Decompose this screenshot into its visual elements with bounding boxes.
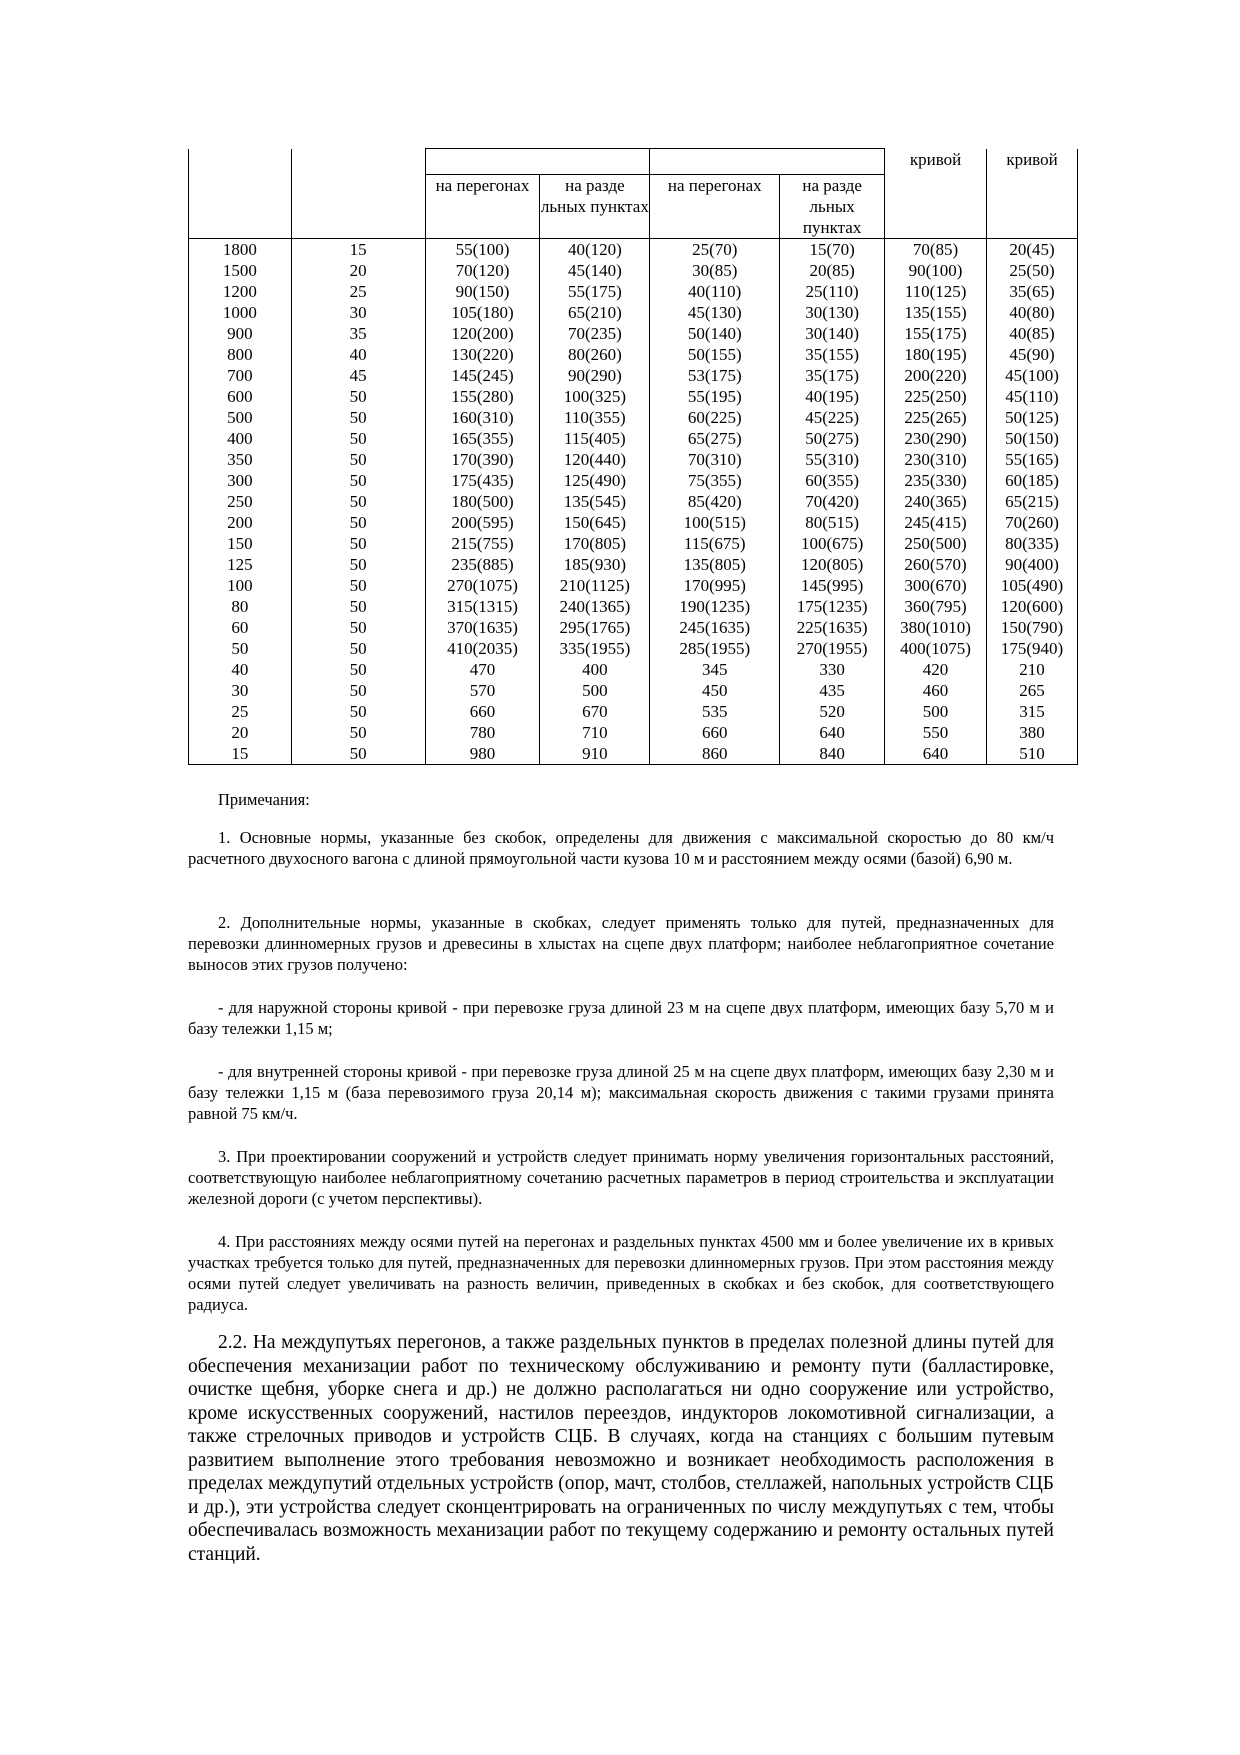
table-cell: 70(310) — [650, 449, 780, 470]
table-row — [189, 596, 1078, 617]
table-cell: 550 — [885, 722, 987, 743]
table-cell: 250(500) — [885, 533, 987, 554]
table-cell: 150 — [189, 533, 292, 554]
table-cell: 50 — [291, 407, 425, 428]
table-cell: 50(140) — [650, 323, 780, 344]
table-cell: 50(275) — [780, 428, 885, 449]
table-header-row-2 — [189, 175, 1078, 239]
table-row — [189, 260, 1078, 281]
table-cell: 350 — [189, 449, 292, 470]
table-cell: 40(80) — [987, 302, 1078, 323]
note-2: 2. Дополнительные нормы, указанные в скобках, следует применять только для путей, предназначенных для перевозки длинномерных грузов и древесины в хлыстах на сцепе двух платформ; наиболее неблагоприятное сочетание выносов этих грузов получено: — [188, 913, 1054, 974]
table-cell: 135(545) — [540, 491, 650, 512]
table-cell: 70(120) — [425, 260, 540, 281]
table-cell: 470 — [425, 659, 540, 680]
note-4: 4. При расстояниях между осями путей на перегонах и раздельных пунктах 4500 мм и более увеличение их в кривых участках требуется только для путей, предназначенных для перевозки длинномерных грузов. При этом расстояния между осями путей следует увеличивать на разность величин, приведенных в скобках и без скобок, для соответствующего радиуса. — [188, 1232, 1054, 1314]
notes-title: Примечания: — [218, 790, 310, 809]
table-cell: 40(120) — [540, 239, 650, 261]
table-cell: 120(600) — [987, 596, 1078, 617]
table-cell: 245(1635) — [650, 617, 780, 638]
table-cell: 50 — [291, 743, 425, 765]
table-cell: 40 — [291, 344, 425, 365]
table-cell: 50 — [189, 638, 292, 659]
table-cell: 70(85) — [885, 239, 987, 261]
table-cell: 55(175) — [540, 281, 650, 302]
table-cell: 50(125) — [987, 407, 1078, 428]
table-cell: 1200 — [189, 281, 292, 302]
table-cell: 400(1075) — [885, 638, 987, 659]
table-cell: 1500 — [189, 260, 292, 281]
table-cell: 980 — [425, 743, 540, 765]
table-cell: 170(390) — [425, 449, 540, 470]
table-cell: 50 — [291, 638, 425, 659]
table-cell: 710 — [540, 722, 650, 743]
table-cell: 380(1010) — [885, 617, 987, 638]
table-row — [189, 449, 1078, 470]
table-cell: 225(1635) — [780, 617, 885, 638]
header-cell: кривой — [987, 149, 1078, 175]
table-cell: 70(235) — [540, 323, 650, 344]
table-cell: 90(100) — [885, 260, 987, 281]
table-cell: 45(90) — [987, 344, 1078, 365]
table-cell: 55(165) — [987, 449, 1078, 470]
table-cell: 190(1235) — [650, 596, 780, 617]
table-cell: 50 — [291, 470, 425, 491]
table-cell: 600 — [189, 386, 292, 407]
table-cell: 35(155) — [780, 344, 885, 365]
table-cell: 210(1125) — [540, 575, 650, 596]
table-cell: 670 — [540, 701, 650, 722]
sub-header-cell: на перегонах — [425, 175, 540, 239]
table-cell: 570 — [425, 680, 540, 701]
table-row — [189, 575, 1078, 596]
table-cell: 370(1635) — [425, 617, 540, 638]
table-cell: 55(195) — [650, 386, 780, 407]
table-row — [189, 323, 1078, 344]
table-row — [189, 554, 1078, 575]
table-cell: 30(140) — [780, 323, 885, 344]
table-cell: 100(515) — [650, 512, 780, 533]
table-cell: 50(150) — [987, 428, 1078, 449]
table-cell: 100(325) — [540, 386, 650, 407]
table-cell: 45(100) — [987, 365, 1078, 386]
sub-header-cell: на разде льных пунктах — [780, 175, 885, 239]
table-cell: 245(415) — [885, 512, 987, 533]
table-cell: 60 — [189, 617, 292, 638]
header-cell-group — [425, 149, 650, 175]
table-cell: 400 — [189, 428, 292, 449]
table-cell: 510 — [987, 743, 1078, 765]
table-cell: 30(85) — [650, 260, 780, 281]
table-row — [189, 659, 1078, 680]
table-cell: 145(245) — [425, 365, 540, 386]
table-cell: 50 — [291, 596, 425, 617]
table-cell: 380 — [987, 722, 1078, 743]
table-cell: 50 — [291, 533, 425, 554]
table-cell: 80 — [189, 596, 292, 617]
table-cell: 235(885) — [425, 554, 540, 575]
table-cell: 235(330) — [885, 470, 987, 491]
table-cell: 120(805) — [780, 554, 885, 575]
table-row — [189, 302, 1078, 323]
table-cell: 90(150) — [425, 281, 540, 302]
table-cell: 50 — [291, 722, 425, 743]
table-cell: 60(355) — [780, 470, 885, 491]
table-cell: 170(805) — [540, 533, 650, 554]
header-cell — [885, 175, 987, 239]
table-cell: 115(405) — [540, 428, 650, 449]
table-cell: 860 — [650, 743, 780, 765]
table-cell: 200(595) — [425, 512, 540, 533]
table-header-row-1 — [189, 149, 1078, 175]
table-cell: 640 — [885, 743, 987, 765]
table-cell: 55(100) — [425, 239, 540, 261]
table-cell: 800 — [189, 344, 292, 365]
header-cell — [291, 175, 425, 239]
table-row — [189, 491, 1078, 512]
table-cell: 105(180) — [425, 302, 540, 323]
table-cell: 155(175) — [885, 323, 987, 344]
table-row — [189, 722, 1078, 743]
table-cell: 135(155) — [885, 302, 987, 323]
table-cell: 15 — [291, 239, 425, 261]
table-cell: 60(185) — [987, 470, 1078, 491]
table-cell: 420 — [885, 659, 987, 680]
table-cell: 35(175) — [780, 365, 885, 386]
table-cell: 250 — [189, 491, 292, 512]
paragraph-2-2: 2.2. На междупутьях перегонов, а также раздельных пунктов в пределах полезной длины путей для обеспечения механизации работ по техническому обслуживанию и ремонту пути (балластировке, очистке щебня, уборке снега и др.) не должно располагаться ни одно сооружение или устройство, кроме искусственных сооружений, настилов переездов, индукторов локомотивной сигнализации, а также стрелочных приводов и устройств СЦБ. В случаях, когда на станциях с большим путевым развитием выполнение этого требования невозможно и возникает необходимость расположения в пределах междупутий отдельных устройств (опор, мачт, столбов, стеллажей, напольных устройств СЦБ и др.), эти устройства следует сконцентрировать на ограниченных по числу междупутьях с тем, чтобы обеспечивалась возможность механизации работ по текущему содержанию и ремонту остальных путей станций. — [188, 1332, 1054, 1565]
table-cell: 85(420) — [650, 491, 780, 512]
table-cell: 520 — [780, 701, 885, 722]
table-cell: 150(790) — [987, 617, 1078, 638]
table-cell: 165(355) — [425, 428, 540, 449]
table-row — [189, 680, 1078, 701]
header-cell — [291, 149, 425, 175]
table-cell: 50 — [291, 386, 425, 407]
table-cell: 200 — [189, 512, 292, 533]
table-cell: 25(50) — [987, 260, 1078, 281]
table-cell: 175(940) — [987, 638, 1078, 659]
table-cell: 45(130) — [650, 302, 780, 323]
table-cell: 300(670) — [885, 575, 987, 596]
table-cell: 500 — [540, 680, 650, 701]
table-cell: 175(435) — [425, 470, 540, 491]
table-cell: 50 — [291, 701, 425, 722]
table-cell: 170(995) — [650, 575, 780, 596]
sub-header-cell: на разде льных пунктах — [540, 175, 650, 239]
table-cell: 65(215) — [987, 491, 1078, 512]
table-cell: 40(195) — [780, 386, 885, 407]
table-cell: 435 — [780, 680, 885, 701]
table-cell: 155(280) — [425, 386, 540, 407]
table-row — [189, 617, 1078, 638]
table-cell: 125(490) — [540, 470, 650, 491]
table-cell: 65(275) — [650, 428, 780, 449]
table-cell: 780 — [425, 722, 540, 743]
table-cell: 40(85) — [987, 323, 1078, 344]
table-cell: 65(210) — [540, 302, 650, 323]
table-cell: 215(755) — [425, 533, 540, 554]
table-cell: 240(1365) — [540, 596, 650, 617]
table-cell: 80(515) — [780, 512, 885, 533]
table-cell: 55(310) — [780, 449, 885, 470]
table-cell: 315 — [987, 701, 1078, 722]
table-cell: 50 — [291, 617, 425, 638]
table-cell: 60(225) — [650, 407, 780, 428]
table-cell: 75(355) — [650, 470, 780, 491]
table-cell: 15 — [189, 743, 292, 765]
table-cell: 15(70) — [780, 239, 885, 261]
table-cell: 315(1315) — [425, 596, 540, 617]
table-cell: 50 — [291, 512, 425, 533]
table-cell: 335(1955) — [540, 638, 650, 659]
table-row — [189, 470, 1078, 491]
table-cell: 115(675) — [650, 533, 780, 554]
table-cell: 25(70) — [650, 239, 780, 261]
table-cell: 70(420) — [780, 491, 885, 512]
table-cell: 200(220) — [885, 365, 987, 386]
header-cell — [987, 175, 1078, 239]
table-cell: 50 — [291, 575, 425, 596]
table-row — [189, 743, 1078, 765]
table-cell: 660 — [425, 701, 540, 722]
table-cell: 535 — [650, 701, 780, 722]
table-cell: 410(2035) — [425, 638, 540, 659]
table-cell: 120(200) — [425, 323, 540, 344]
table-cell: 295(1765) — [540, 617, 650, 638]
table-cell: 840 — [780, 743, 885, 765]
table-cell: 80(335) — [987, 533, 1078, 554]
table-row — [189, 407, 1078, 428]
table-cell: 300 — [189, 470, 292, 491]
table-cell: 40(110) — [650, 281, 780, 302]
table-cell: 110(125) — [885, 281, 987, 302]
table-cell: 660 — [650, 722, 780, 743]
table-cell: 105(490) — [987, 575, 1078, 596]
table-cell: 130(220) — [425, 344, 540, 365]
table-cell: 225(250) — [885, 386, 987, 407]
table-cell: 360(795) — [885, 596, 987, 617]
table-row — [189, 428, 1078, 449]
table-cell: 40 — [189, 659, 292, 680]
table-cell: 25 — [291, 281, 425, 302]
table-cell: 50 — [291, 491, 425, 512]
table-cell: 230(310) — [885, 449, 987, 470]
header-cell — [189, 149, 292, 175]
table-cell: 910 — [540, 743, 650, 765]
table-cell: 45 — [291, 365, 425, 386]
table-cell: 90(400) — [987, 554, 1078, 575]
table-cell: 270(1955) — [780, 638, 885, 659]
table-cell: 500 — [189, 407, 292, 428]
table-cell: 180(500) — [425, 491, 540, 512]
note-2-inner: - для внутренней стороны кривой - при перевозке груза длиной 25 м на сцепе двух платформ, имеющих базу 2,30 м и базу тележки 1,15 м (база перевозимого груза 20,14 м); максимальная скорость движения с такими грузами принята равной 75 км/ч. — [188, 1062, 1054, 1123]
table-cell: 640 — [780, 722, 885, 743]
table-cell: 53(175) — [650, 365, 780, 386]
table-cell: 900 — [189, 323, 292, 344]
table-cell: 90(290) — [540, 365, 650, 386]
table-cell: 180(195) — [885, 344, 987, 365]
table-cell: 185(930) — [540, 554, 650, 575]
table-cell: 700 — [189, 365, 292, 386]
header-cell — [189, 175, 292, 239]
table-cell: 460 — [885, 680, 987, 701]
table-cell: 35(65) — [987, 281, 1078, 302]
table-cell: 35 — [291, 323, 425, 344]
table-cell: 25(110) — [780, 281, 885, 302]
table-cell: 50 — [291, 449, 425, 470]
table-cell: 260(570) — [885, 554, 987, 575]
table-cell: 330 — [780, 659, 885, 680]
table-cell: 100 — [189, 575, 292, 596]
table-cell: 450 — [650, 680, 780, 701]
table-cell: 50(155) — [650, 344, 780, 365]
table-row — [189, 512, 1078, 533]
table-cell: 1000 — [189, 302, 292, 323]
table-cell: 210 — [987, 659, 1078, 680]
table-cell: 135(805) — [650, 554, 780, 575]
table-cell: 20(45) — [987, 239, 1078, 261]
table-cell: 30 — [189, 680, 292, 701]
table-cell: 50 — [291, 554, 425, 575]
table-cell: 25 — [189, 701, 292, 722]
table-cell: 50 — [291, 428, 425, 449]
table-cell: 100(675) — [780, 533, 885, 554]
table-cell: 145(995) — [780, 575, 885, 596]
table-row — [189, 386, 1078, 407]
table-cell: 45(225) — [780, 407, 885, 428]
table-row — [189, 365, 1078, 386]
table-row — [189, 344, 1078, 365]
table-cell: 175(1235) — [780, 596, 885, 617]
table-cell: 45(110) — [987, 386, 1078, 407]
table-cell: 70(260) — [987, 512, 1078, 533]
table-cell: 30 — [291, 302, 425, 323]
table-cell: 270(1075) — [425, 575, 540, 596]
table-row — [189, 638, 1078, 659]
note-3: 3. При проектировании сооружений и устройств следует принимать норму увеличения горизонтальных расстояний, соответствующую наиболее неблагоприятному сочетанию расчетных параметров в период строительства и эксплуатации железной дороги (с учетом перспективы). — [188, 1147, 1054, 1208]
table-cell: 265 — [987, 680, 1078, 701]
table-row — [189, 281, 1078, 302]
table-cell: 240(365) — [885, 491, 987, 512]
table-cell: 500 — [885, 701, 987, 722]
table-cell: 230(290) — [885, 428, 987, 449]
header-cell-group — [650, 149, 885, 175]
table-cell: 125 — [189, 554, 292, 575]
table-cell: 50 — [291, 680, 425, 701]
table-cell: 285(1955) — [650, 638, 780, 659]
table-cell: 20 — [291, 260, 425, 281]
table-row — [189, 239, 1078, 261]
table-cell: 1800 — [189, 239, 292, 261]
note-1: 1. Основные нормы, указанные без скобок, определены для движения с максимальной скоростью до 80 км/ч расчетного двухосного вагона с длиной прямоугольной части кузова 10 м и расстоянием между осями (базой) 6,90 м. — [188, 828, 1054, 868]
table-cell: 150(645) — [540, 512, 650, 533]
table-cell: 110(355) — [540, 407, 650, 428]
table-cell: 120(440) — [540, 449, 650, 470]
table-cell: 20(85) — [780, 260, 885, 281]
table-cell: 400 — [540, 659, 650, 680]
table-cell: 45(140) — [540, 260, 650, 281]
table-cell: 80(260) — [540, 344, 650, 365]
table-cell: 345 — [650, 659, 780, 680]
note-2-outer: - для наружной стороны кривой - при перевозке груза длиной 23 м на сцепе двух платформ, имеющих базу 5,70 м и базу тележки 1,15 м; — [188, 998, 1054, 1038]
table-cell: 225(265) — [885, 407, 987, 428]
table-row — [189, 533, 1078, 554]
table-cell: 20 — [189, 722, 292, 743]
header-cell: кривой — [885, 149, 987, 175]
table-row — [189, 701, 1078, 722]
norms-table — [188, 148, 1078, 765]
table-cell: 50 — [291, 659, 425, 680]
table-cell: 30(130) — [780, 302, 885, 323]
sub-header-cell: на перегонах — [650, 175, 780, 239]
table-cell: 160(310) — [425, 407, 540, 428]
